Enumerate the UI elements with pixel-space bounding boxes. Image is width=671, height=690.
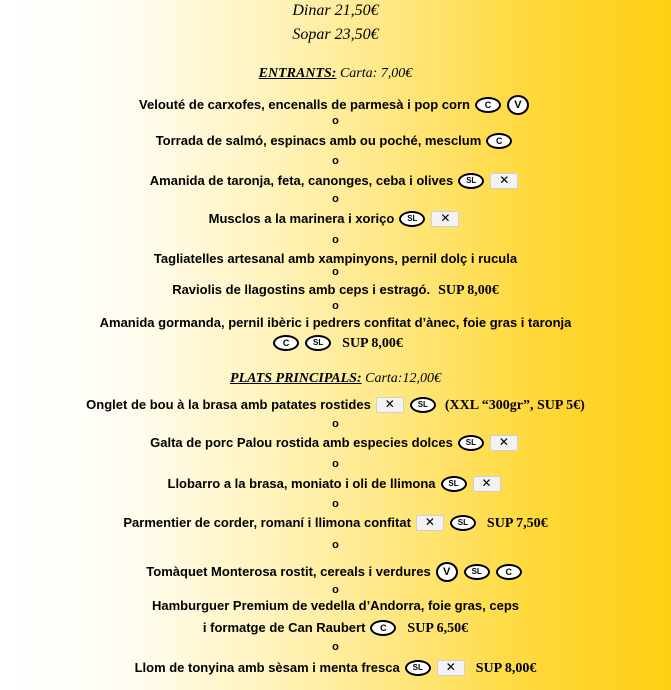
dish-badges bbox=[455, 172, 521, 190]
dish-name: Galta de porc Palou rostida amb especies dolces bbox=[150, 435, 453, 451]
dish-supplement: SUP 8,00€ bbox=[438, 283, 499, 298]
dish-name: Musclos a la marinera i xoriço bbox=[208, 211, 395, 227]
badge-sl-icon: SL bbox=[450, 515, 476, 531]
dish-line bbox=[0, 172, 671, 190]
badge-sl-icon: SL bbox=[405, 660, 431, 676]
dish-badges bbox=[402, 659, 468, 677]
dish-line bbox=[0, 562, 671, 582]
badge-x-icon: ✕ bbox=[437, 660, 465, 676]
dish-name: Parmentier de corder, romaní i llimona confitat bbox=[123, 515, 411, 531]
badge-x-icon: ✕ bbox=[490, 435, 518, 451]
dish-badges bbox=[438, 475, 504, 493]
dish-name: Amanida gormanda, pernil ibèric i pedrers confitat d’ànec, foie gras i taronja bbox=[99, 315, 572, 330]
dish-line bbox=[0, 95, 671, 115]
principals-title: PLATS PRINCIPALS: bbox=[230, 371, 362, 386]
badge-c-icon: C bbox=[370, 620, 396, 636]
entrants-title: ENTRANTS: bbox=[258, 66, 337, 81]
badge-sl-icon: SL bbox=[464, 564, 490, 580]
badge-sl-icon: SL bbox=[410, 397, 436, 413]
badge-c-icon: C bbox=[496, 564, 522, 580]
badge-c-icon: C bbox=[486, 133, 512, 149]
principals-heading bbox=[0, 371, 671, 387]
dish-line bbox=[0, 619, 671, 637]
dish-name: Velouté de carxofes, encenalls de parmesà i pop corn bbox=[139, 97, 470, 113]
dish-line bbox=[0, 475, 671, 493]
separator: o bbox=[332, 458, 339, 470]
badge-sl-icon: SL bbox=[441, 476, 467, 492]
separator: o bbox=[332, 300, 339, 312]
dish-supplement: SUP 8,00€ bbox=[475, 661, 537, 677]
dish-name: Hamburguer Premium de vedella d’Andorra, foie gras, ceps bbox=[152, 598, 519, 613]
badge-x-icon: ✕ bbox=[490, 173, 518, 189]
dish-line bbox=[0, 434, 671, 452]
dish-name: i formatge de Can Raubert bbox=[202, 620, 366, 636]
separator: o bbox=[332, 498, 339, 510]
dish-line bbox=[0, 334, 671, 352]
dish-badges bbox=[373, 396, 439, 414]
badge-sl-icon: SL bbox=[458, 435, 484, 451]
separator: o bbox=[332, 266, 339, 278]
dish-supplement: SUP 6,50€ bbox=[407, 621, 469, 637]
lunch-price: Dinar 21,50€ bbox=[292, 2, 379, 19]
dish-badges bbox=[396, 210, 462, 228]
badge-sl-icon: SL bbox=[458, 173, 484, 189]
dinner-price: Sopar 23,50€ bbox=[292, 26, 379, 43]
dish-extra: (XXL “300gr”, SUP 5€) bbox=[444, 398, 585, 414]
dish-name: Tagliatelles artesanal amb xampinyons, pernil dolç i rucula bbox=[153, 251, 518, 266]
dish-badges bbox=[270, 334, 334, 352]
dish-line bbox=[0, 396, 671, 414]
dish-badges bbox=[455, 434, 521, 452]
badge-x-icon: ✕ bbox=[416, 515, 444, 531]
dish-name: Raviolis de llagostins amb ceps i estragó. bbox=[172, 282, 431, 297]
principals-carta-price: Carta:12,00€ bbox=[365, 371, 441, 386]
dish-name: Amanida de taronja, feta, canonges, ceba i olives bbox=[149, 173, 454, 189]
dish-badges bbox=[413, 514, 479, 532]
dish-name: Llobarro a la brasa, moniato i oli de llimona bbox=[167, 476, 436, 492]
dish-badges bbox=[433, 562, 525, 582]
dish-line bbox=[0, 210, 671, 228]
separator: o bbox=[332, 115, 339, 127]
badge-c-icon: C bbox=[273, 335, 299, 351]
dish-supplement: SUP 7,50€ bbox=[486, 516, 548, 532]
dish-badges bbox=[483, 132, 515, 150]
dish-name: Tomàquet Monterosa rostit, cereals i verdures bbox=[146, 564, 431, 580]
entrants-carta-price: Carta: 7,00€ bbox=[339, 66, 413, 81]
separator: o bbox=[332, 155, 339, 167]
dish-line bbox=[0, 514, 671, 532]
badge-x-icon: ✕ bbox=[473, 476, 501, 492]
badge-sl-icon: SL bbox=[305, 335, 331, 351]
separator: o bbox=[332, 584, 339, 596]
entrants-heading bbox=[0, 66, 671, 82]
separator: o bbox=[332, 193, 339, 205]
badge-x-icon: ✕ bbox=[431, 211, 459, 227]
badge-c-icon: C bbox=[475, 97, 501, 113]
dish-badges bbox=[367, 619, 399, 637]
dish-name: Llom de tonyina amb sèsam i menta fresca bbox=[134, 660, 400, 676]
separator: o bbox=[332, 539, 339, 551]
dish-line bbox=[0, 281, 671, 299]
dish-badges bbox=[472, 95, 532, 115]
separator: o bbox=[332, 641, 339, 653]
dish-line bbox=[0, 597, 671, 615]
dish-line bbox=[0, 659, 671, 677]
badge-v-icon: V bbox=[507, 95, 529, 115]
dish-name: Torrada de salmó, espinacs amb ou poché, mesclum bbox=[155, 133, 482, 149]
dish-supplement: SUP 8,00€ bbox=[342, 336, 403, 352]
badge-x-icon: ✕ bbox=[376, 397, 404, 413]
badge-sl-icon: SL bbox=[399, 211, 425, 227]
separator: o bbox=[332, 418, 339, 430]
dish-line bbox=[0, 314, 671, 332]
dish-name: Onglet de bou à la brasa amb patates rostides bbox=[86, 397, 371, 413]
badge-v-icon: V bbox=[436, 562, 458, 582]
separator: o bbox=[332, 234, 339, 246]
dish-line bbox=[0, 132, 671, 150]
